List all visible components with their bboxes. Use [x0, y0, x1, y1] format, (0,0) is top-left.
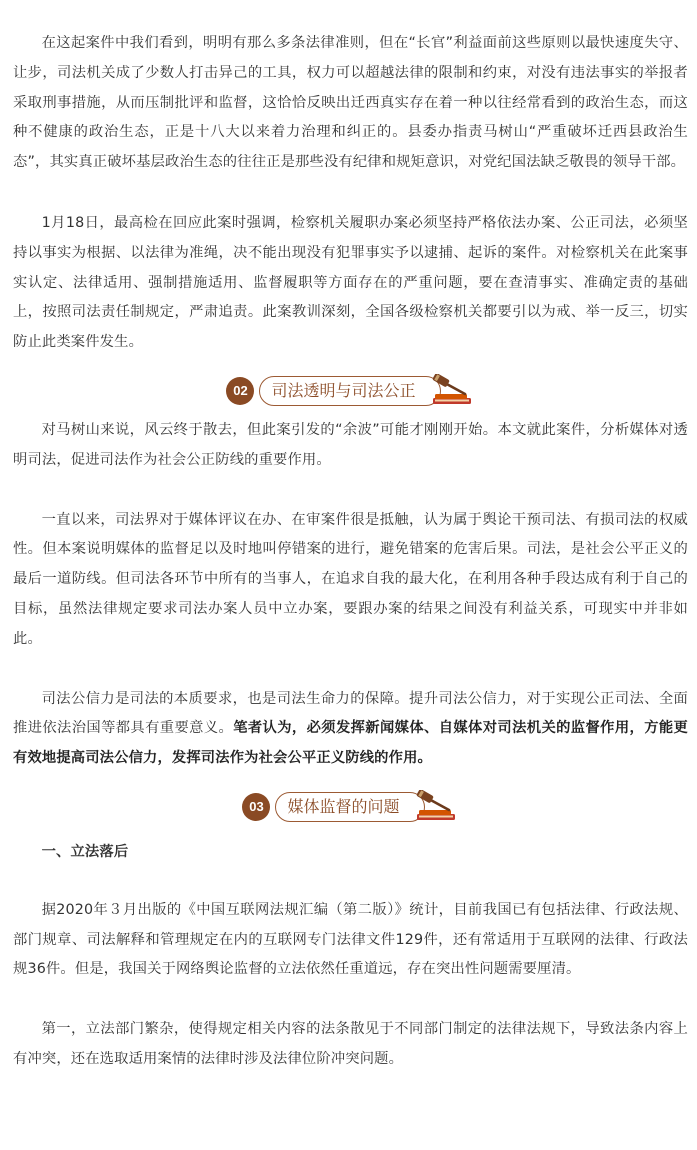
- paragraph-bold-text: 笔者认为，必须发挥新闻媒体、自媒体对司法机关的监督作用，方能更有效地提高司法公信力，发挥司法作为社会公平正义防线的作用。: [13, 720, 688, 767]
- paragraph: 对马树山来说，风云终于散去，但此案引发的“余波”可能才刚刚开始。本文就此案件，分析媒体对透明司法，促进司法作为社会公正防线的重要作用。: [13, 421, 688, 468]
- paragraph: 一直以来，司法界对于媒体评议在办、在审案件很是抵触，认为属于舆论干预司法、有损司法的权威性。但本案说明媒体的监督足以及时地叫停错案的进行，避免错案的危害后果。司法，是社会公平正义的最后一道防线。但司法各环节中所有的当事人，在追求自我的最大化，在利用各种手段达成有利于自己的目标，虽然法律规定要求司法办案人员中立办案，要跟办案的结果之间没有利益关系，可现实中并非如此。: [13, 511, 688, 647]
- paragraph: [13, 685, 688, 774]
- paragraph: 1月18日，最高检在回应此案时强调，检察机关履职办案必须坚持严格依法办案、公正司法，必须坚持以事实为根据、以法律为准绳，决不能出现没有犯罪事实予以逮捕、起诉的案件。对检察机关在此案事实认定、法律适用、强制措施适用、监督履职等方面存在的严重问题，要在查清事实、准确定责的基础上，按照司法责任制规定，严肃追责。此案教训深刻，全国各级检察机关都要引以为戒、举一反三，切实防止此类案件发生。: [13, 214, 688, 351]
- paragraph: 第一，立法部门繁杂，使得规定相关内容的法条散见于不同部门制定的法律法规下，导致法条内容上有冲突，还在选取适用案情的法律时涉及法律位阶冲突问题。: [13, 1021, 688, 1067]
- paragraph-text: 司法公信力是司法的本质要求，也是司法生命力的保障。提升司法公信力，对于实现公正司法、全面推进依法治国等都具有重要意义。: [13, 690, 688, 737]
- section-number-badge: 03: [242, 793, 270, 821]
- section-heading-03: [13, 786, 688, 828]
- gavel-book-icon: [429, 374, 475, 408]
- section-title: 媒体监督的问题: [275, 792, 424, 822]
- subheading: 一、立法落后: [41, 843, 129, 860]
- section-heading-02: [13, 370, 688, 412]
- section-number-badge: 02: [226, 377, 254, 405]
- section-title: 司法透明与司法公正: [259, 376, 440, 406]
- paragraph: 在这起案件中我们看到，明明有那么多条法律准则，但在“长官”利益面前这些原则以最快速度失守、让步，司法机关成了少数人打击异己的工具，权力可以超越法律的限制和约束，对没有违法事实的举报者采取刑事措施，从而压制批评和监督，这恰恰反映出迁西真实存在着一种以往经常看到的政治生态，而这种不健康的政治生态，正是十八大以来着力治理和纠正的。县委办指责马树山“严重破坏迁西县政治生态”，其实真正破坏基层政治生态的往往正是那些没有纪律和规矩意识，对党纪国法缺乏敬畏的领导干部。: [13, 35, 688, 171]
- paragraph: 据2020年３月出版的《中国互联网法规汇编（第二版）》统计，目前我国已有包括法律、行政法规、部门规章、司法解释和管理规定在内的互联网专门法律文件129件，还有常适用于互联网的法律、行政法规36件。但是，我国关于网络舆论监督的立法依然任重道远，存在突出性问题需要厘清。: [13, 901, 688, 978]
- gavel-book-icon: [413, 790, 459, 824]
- article-body: [13, 0, 688, 1075]
